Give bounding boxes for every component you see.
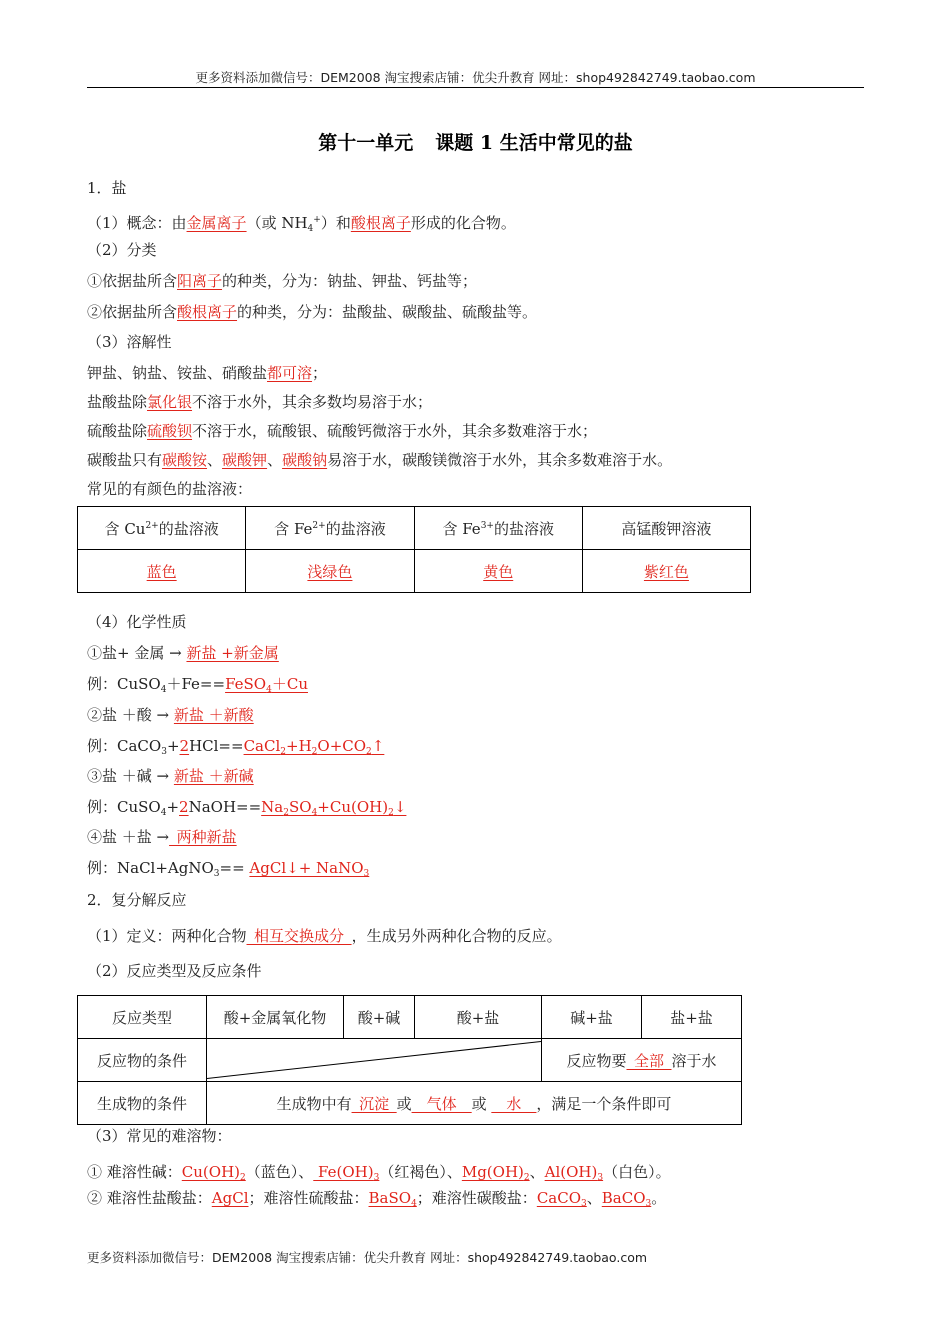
answer-blank: 紫红色 [643,562,689,581]
section-1-heading: 1．盐 [87,179,127,197]
answer-blank: BaCO$_3$ [601,1189,652,1209]
table-header-cell: 含 $Cu^{2+}$的盐溶液 [78,507,246,550]
chemical-properties-heading: （4）化学性质 [87,613,187,631]
insoluble-heading: （3）常见的难溶物： [87,1127,232,1145]
answer-blank: _相互交换成分_ [246,927,352,945]
answer-blank: $CaCl_2+H_2O+CO_2↑$ [243,737,385,757]
solubility-line-2: 盐酸盐除氯化银不溶于水外，其余多数均易溶于水； [87,393,433,411]
table-row-label: 反应物的条件 [78,1039,207,1082]
arrow-icon: → [156,767,170,785]
answer-blank: FeSO$_4$＋Cu [225,675,308,695]
page-header: 更多资料添加微信号：DEM2008 淘宝搜索店铺：优尖升教育 网址：shop492842749.taobao.com [195,70,756,85]
table-row-label: 生成物的条件 [78,1082,207,1125]
answer-blank: 阳离子 [177,272,223,290]
arrow-icon: → [169,644,182,662]
title-lesson: 课题 1 生活中常见的盐 [435,132,633,154]
classification-heading: （2）分类 [87,241,157,259]
reaction-rule-3: ③盐 ＋碱 → 新盐 ＋新碱 [87,767,254,785]
answer-blank: _两种新盐 [169,828,237,846]
table-row [78,507,751,550]
reaction-example-4: 例：NaCl+AgNO$_3$== AgCl↓+ NaNO$_3$ [87,859,370,879]
answer-blank: 黄色 [483,562,514,581]
reaction-example-2: 例：$CaCO_3+2HCl==CaCl_2+H_2O+CO_2↑$ [87,737,385,757]
answer-blank: 硫酸钡 [147,422,193,440]
answer-blank: 碳酸铵 [162,451,208,469]
table-row [78,996,742,1039]
table-header-cell: 高锰酸钾溶液 [582,507,750,550]
answer-blank: 酸根离子 [177,303,238,321]
solubility-line-3: 硫酸盐除硫酸钡不溶于水，硫酸银、硫酸钙微溶于水外，其余多数难溶于水； [87,422,598,440]
concept-line: （1）概念：由金属离子（或 $NH_4^+$）和酸根离子形成的化合物。 [87,214,516,234]
table-header-cell: 酸+盐 [415,996,542,1039]
answer-blank: AgCl↓+ NaNO$_3$ [249,859,370,879]
table-header-cell: 酸+金属氧化物 [207,996,344,1039]
answer-blank: __气体__ [411,1094,472,1113]
insoluble-salts: ② 难溶性盐酸盐：AgCl；难溶性硫酸盐：BaSO$_4$；难溶性碳酸盐：CaCO$_3$、BaCO$_3$。 [87,1189,667,1209]
reaction-conditions-table [77,995,742,1125]
solubility-line-1: 钾盐、钠盐、铵盐、硝酸盐都可溶； [87,364,328,382]
colored-solutions-heading: 常见的有颜色的盐溶液： [87,480,253,498]
table-cell [414,550,582,593]
insoluble-bases: ① 难溶性碱：$Cu(OH)_2$（蓝色）、 $Fe(OH)_3$（红褐色）、$Mg(OH)_2$、$Al(OH)_3$（白色）。 [87,1163,671,1183]
answer-blank: _全部_ [626,1051,672,1070]
diagonal-cell [207,1039,542,1082]
answer-blank: $Mg(OH)_2$ [461,1163,530,1183]
definition-line: （1）定义：两种化合物_相互交换成分_，生成另外两种化合物的反应。 [87,927,562,945]
answer-blank: $Cu(OH)_2$ [181,1163,246,1183]
table-header-cell: 反应类型 [78,996,207,1039]
table-row [78,1082,742,1125]
reaction-example-1: 例：CuSO$_4$＋Fe==FeSO$_4$＋Cu [87,675,308,695]
page-title [87,128,864,155]
answer-blank: 新盐 ＋新碱 [173,767,254,785]
classification-item-2: ②依据盐所含酸根离子的种类，分为：盐酸盐、碳酸盐、硫酸盐等。 [87,303,538,321]
table-cell: 反应物要_全部_溶于水 [542,1039,742,1082]
answer-blank: 浅绿色 [307,562,353,581]
answer-blank: 碳酸钠 [282,451,328,469]
answer-blank: 新盐 ＋新酸 [173,706,254,724]
answer-blank: __水__ [491,1094,537,1113]
section-2-heading: 2．复分解反应 [87,891,187,909]
answer-blank: $Al(OH)_3$ [544,1163,604,1183]
answer-blank: 酸根离子 [350,214,411,232]
reaction-rule-4: ④盐 ＋盐 →_两种新盐 [87,828,237,846]
table-header-cell: 盐+盐 [642,996,742,1039]
reaction-example-3: 例：$CuSO_4+2NaOH==Na_2SO_4+Cu(OH)_2↓$ [87,798,407,818]
diagonal-line [207,1039,541,1081]
answer-blank: 都可溶 [267,364,313,382]
answer-blank: 新盐 +新金属 [186,644,279,662]
table-row [78,550,751,593]
solubility-heading: （3）溶解性 [87,333,172,351]
arrow-icon: → [156,706,170,724]
table-row [78,1039,742,1082]
answer-blank: $Na_2SO_4+Cu(OH)_2↓$ [261,798,407,818]
colored-solutions-table [77,506,751,593]
classification-item-1: ①依据盐所含阳离子的种类，分为：钠盐、钾盐、钙盐等； [87,272,478,290]
table-cell: 生成物中有_沉淀_或__气体__或 __水__，满足一个条件即可 [207,1082,742,1125]
answer-blank: 金属离子 [186,214,247,232]
arrow-icon: → [156,828,170,846]
answer-blank: 蓝色 [146,562,177,581]
title-unit: 第十一单元 [318,132,414,154]
table-header-cell: 碱+盐 [542,996,642,1039]
answer-blank: CaCO$_3$ [536,1189,587,1209]
table-cell [582,550,750,593]
table-header-cell: 含 $Fe^{2+}$的盐溶液 [246,507,414,550]
table-header-cell: 酸+碱 [344,996,415,1039]
answer-blank: BaSO$_4$ [368,1189,417,1209]
answer-blank: 碳酸钾 [222,451,268,469]
table-header-cell: 含 $Fe^{3+}$的盐溶液 [414,507,582,550]
header-divider [87,87,864,88]
reaction-rule-2: ②盐 ＋酸 → 新盐 ＋新酸 [87,706,254,724]
answer-blank: $Fe(OH)_3$ [313,1163,380,1183]
table-cell [246,550,414,593]
table-cell [78,550,246,593]
answer-blank: _沉淀_ [351,1094,397,1113]
answer-blank: 氯化银 [147,393,193,411]
reaction-types-heading: （2）反应类型及反应条件 [87,962,262,980]
answer-blank: AgCl [211,1189,249,1207]
reaction-rule-1: ①盐+ 金属 → 新盐 +新金属 [87,644,279,662]
solubility-line-4: 碳酸盐只有碳酸铵、碳酸钾、碳酸钠易溶于水，碳酸镁微溶于水外，其余多数难溶于水。 [87,451,673,469]
page-footer: 更多资料添加微信号：DEM2008 淘宝搜索店铺：优尖升教育 网址：shop492842749.taobao.com [87,1250,648,1265]
